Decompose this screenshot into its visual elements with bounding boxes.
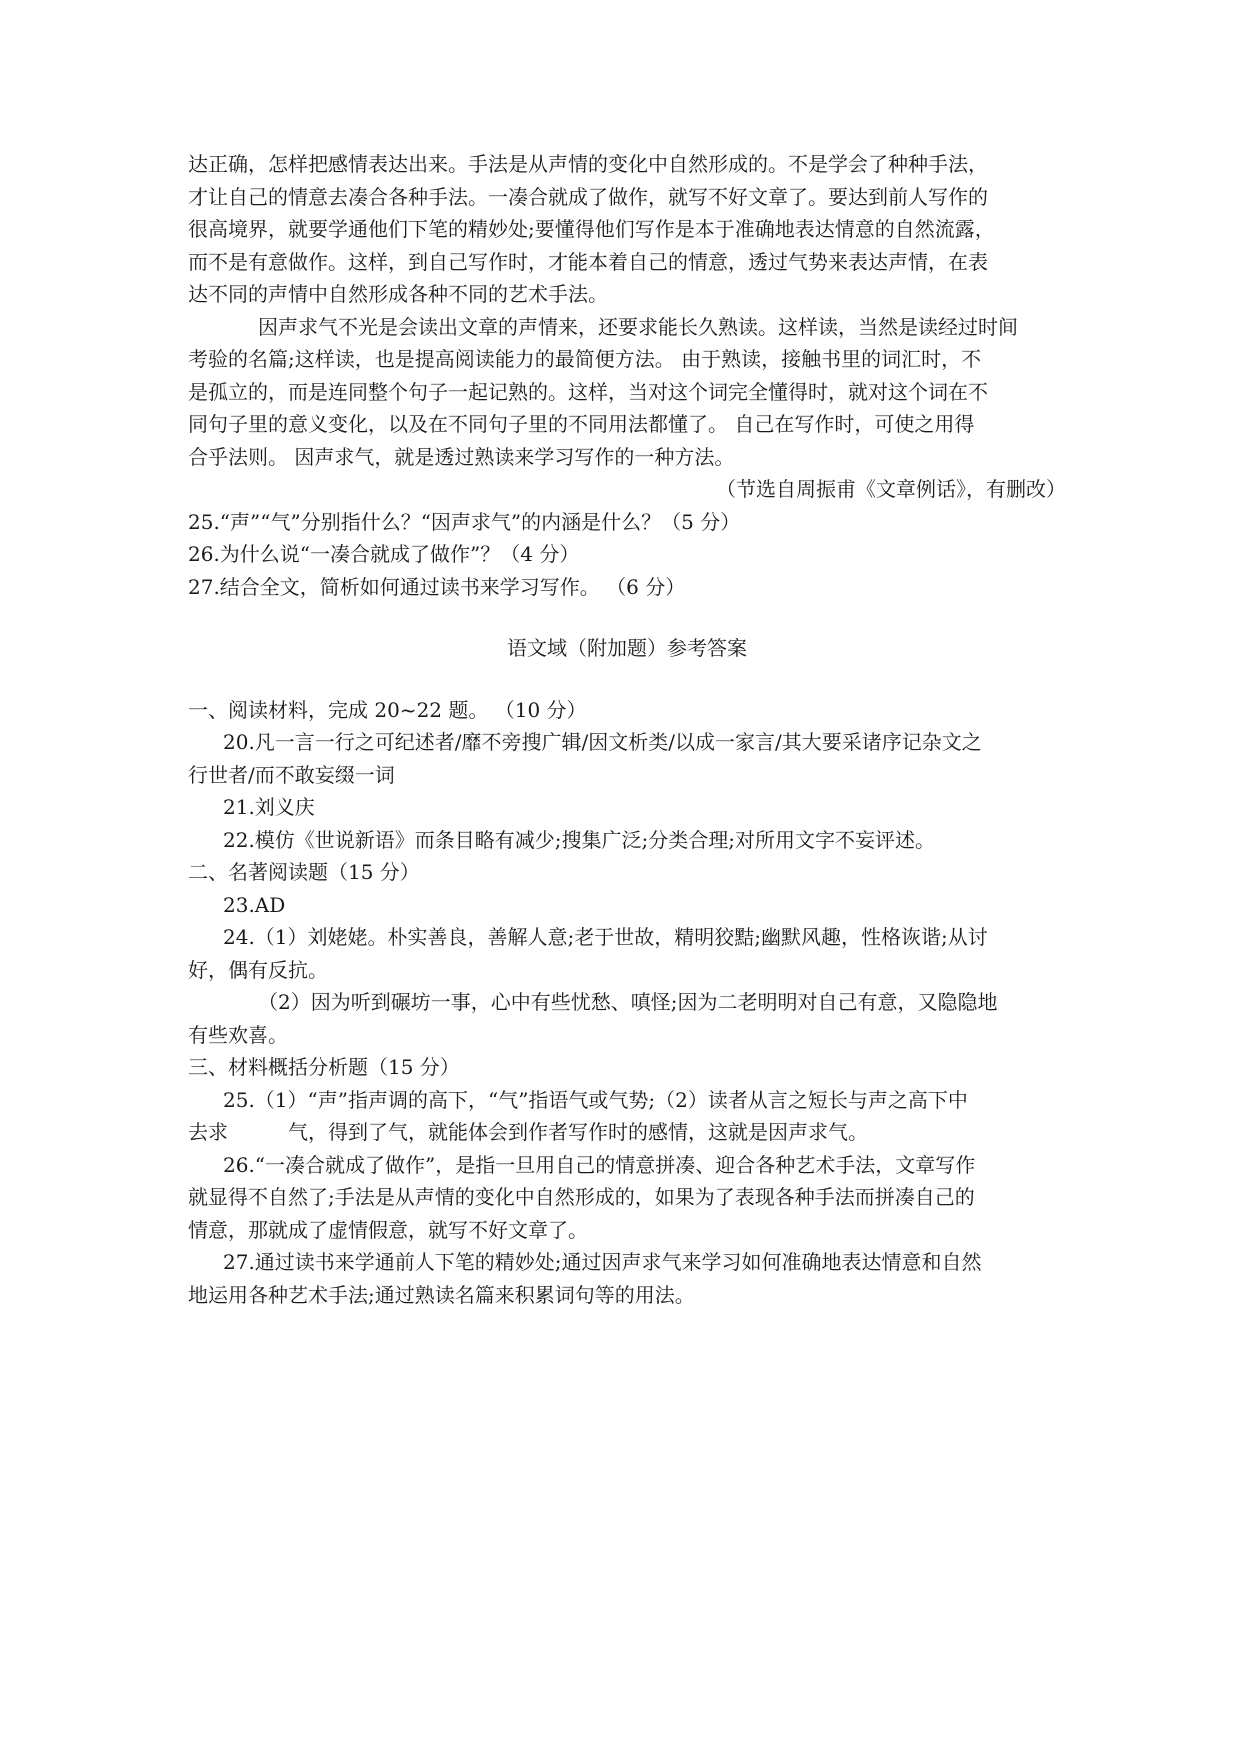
section-heading: 二、名著阅读题（15 分） — [188, 860, 420, 884]
section-heading: 一、阅读材料，完成 20~22 题。 （10 分） — [188, 697, 587, 722]
excerpt-paragraph-1 — [188, 148, 1066, 311]
text-line: 才让自己的情意去凑合各种手法。一凑合就成了做作，就写不好文章了。要达到前人写作的 — [188, 184, 988, 209]
answer-line: 就显得不自然了;手法是从声情的变化中自然形成的，如果为了表现各种手法而拼凑自己的 — [188, 1185, 975, 1209]
text-line: 因声求气不光是会读出文章的声情来，还要求能长久熟读。这样读，当然是读经过时间 — [258, 314, 1018, 339]
answer-line: 21.刘义庆 — [223, 795, 315, 819]
text-line: 同句子里的意义变化，以及在不同句子里的不同用法都懂了。 自己在写作时，可使之用得 — [188, 412, 975, 436]
text-line: 合乎法则。 因声求气，就是透过熟读来学习写作的一种方法。 — [188, 444, 735, 469]
text-line: 很高境界，就要学通他们下笔的精妙处;要懂得他们写作是本于准确地表达情意的自然流露， — [188, 217, 995, 241]
text-line: 而不是有意做作。这样，到自己写作时，才能本着自己的情意，透过气势来表达声情，在表 — [188, 249, 988, 274]
answer-line — [188, 1116, 1066, 1149]
question-item: 27.结合全文，简析如何通过读书来学习写作。 （6 分） — [188, 574, 686, 599]
answer-line: 地运用各种艺术手法;通过熟读名篇来积累词句等的用法。 — [188, 1282, 695, 1307]
answer-line: 23.AD — [223, 892, 286, 917]
text-line: 达不同的声情中自然形成各种不同的艺术手法。 — [188, 282, 608, 306]
answer-line: 24.（1）刘姥姥。朴实善良，善解人意;老于世故，精明狡黠;幽默风趣，性格诙谐;从讨 — [223, 925, 988, 949]
document-page — [188, 148, 1066, 1311]
answer-line: 25.（1）“声”指声调的高下，“气”指语气或气势;（2）读者从言之短长与声之高下中 — [223, 1087, 968, 1112]
answer-line: 好，偶有反抗。 — [188, 957, 328, 982]
answer-line: 情意，那就成了虚情假意，就写不好文章了。 — [188, 1217, 588, 1242]
excerpt-paragraph-2 — [188, 311, 1066, 474]
answer-fragment: 气，得到了气，就能体会到作者写作时的感情，这就是因声求气。 — [288, 1120, 868, 1144]
answer-section-2 — [188, 856, 1066, 1051]
section-heading: 三、材料概括分析题（15 分） — [188, 1055, 460, 1079]
answer-line: 26.“一凑合就成了做作”，是指一旦用自己的情意拼凑、迎合各种艺术手法，文章写作 — [223, 1152, 976, 1177]
text-line: 达正确，怎样把感情表达出来。手法是从声情的变化中自然形成的。不是学会了种种手法， — [188, 152, 988, 176]
answer-fragment: 去求 — [188, 1120, 228, 1144]
answer-line: 22.模仿《世说新语》而条目略有减少;搜集广泛;分类合理;对所用文字不妄评述。 — [223, 827, 936, 852]
answer-line: 有些欢喜。 — [188, 1022, 288, 1047]
answer-line: （2）因为听到碾坊一事，心中有些忧愁、嗔怪;因为二老明明对自己有意，又隐隐地 — [258, 990, 998, 1014]
answer-line: 行世者/而不敢妄缀一词 — [188, 762, 395, 787]
text-line: 是孤立的，而是连同整个句子一起记熟的。这样，当对这个词完全懂得时，就对这个词在不 — [188, 379, 988, 404]
question-list — [188, 506, 1066, 604]
answer-line: 27.通过读书来学通前人下笔的精妙处;通过因声求气来学习如何准确地表达情意和自然 — [223, 1250, 982, 1274]
question-item: 26.为什么说“一凑合就成了做作”？（4 分） — [188, 542, 580, 566]
question-item: 25.“声”“气”分别指什么？“因声求气”的内涵是什么？（5 分） — [188, 509, 741, 534]
answer-line: 20.凡一言一行之可纪述者/靡不旁搜广辑/因文析类/以成一家言/其大要采诸序记杂文之 — [223, 730, 982, 754]
text-line: 考验的名篇;这样读，也是提高阅读能力的最简便方法。 由于熟读，接触书里的词汇时，不 — [188, 347, 982, 371]
answer-section-3 — [188, 1051, 1066, 1311]
answer-section-1 — [188, 694, 1066, 857]
excerpt-source: （节选自周振甫《文章例话》，有删改） — [716, 477, 1066, 501]
answer-key-title: 语文域（附加题）参考答案 — [507, 636, 747, 660]
